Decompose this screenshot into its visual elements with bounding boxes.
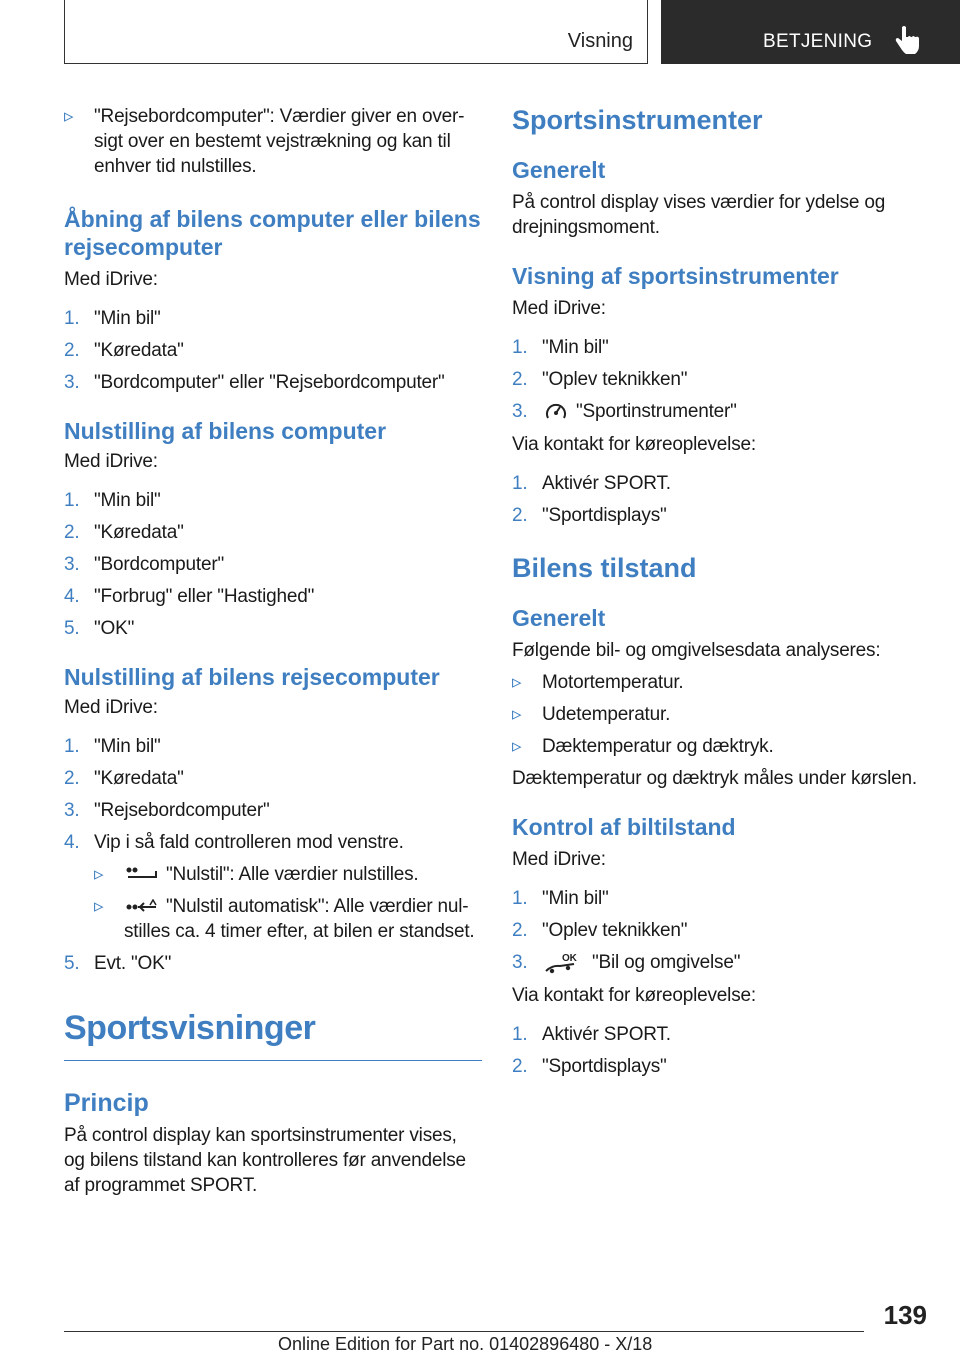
triangle-bullet-icon: ▹ — [64, 106, 74, 127]
list-item: 2. "Oplev teknikken" — [512, 369, 688, 390]
footer-text: Online Edition for Part no. 01402896480 - X/18 — [278, 1334, 653, 1354]
sub-heading: Kontrol af biltilstand — [512, 814, 736, 840]
intro-text: Med iDrive: — [512, 298, 606, 319]
list-item: 2. "Køredata" — [64, 522, 184, 543]
right-column — [512, 104, 932, 1079]
list-item: 3. "Bordcomputer" eller "Rejsebordcomputer" — [64, 372, 445, 393]
header-chapter-box — [661, 0, 960, 64]
footer-divider — [64, 1331, 864, 1332]
list-item: ▹ Dæktemperatur og dæktryk. — [512, 736, 774, 757]
header-chapter-label: BETJENING — [763, 31, 873, 52]
triangle-bullet-icon: ▹ — [94, 864, 104, 885]
sub-list-item: ▹ "Nulstil automatisk": Alle værdier nulstilles ca. 4 timer efter, at bilen er standset. — [94, 896, 475, 942]
paragraph: På control display vises værdier for ydelse og drejningsmoment. — [512, 192, 886, 238]
list-item: 2. "Sportdisplays" — [512, 505, 667, 526]
list-item: 3. OK "Bil og omgivelse" — [512, 952, 741, 973]
sub-list-item: ▹ "Nulstil": Alle værdier nulstilles. — [94, 864, 419, 885]
list-item: 1. "Min bil" — [64, 490, 161, 511]
intro-text: Med iDrive: — [64, 269, 158, 290]
list-item: 2. "Sportdisplays" — [512, 1056, 667, 1077]
list-item: 1. Aktivér SPORT. — [512, 473, 671, 494]
header-section-label: Visning — [567, 30, 633, 52]
list-item: 5. "OK" — [64, 618, 135, 639]
list-item — [64, 104, 482, 179]
bullet-text: "Rejsebordcomputer": Værdier giver en oversigt over en bestemt vejstrækning og kan til enhver tid nulstilles. — [94, 106, 465, 177]
sport-gauge-icon — [544, 401, 568, 423]
section-heading: Princip — [64, 1089, 149, 1117]
list-item: 1. Aktivér SPORT. — [512, 1024, 671, 1045]
paragraph: Følgende bil- og omgivelsesdata analyseres: — [512, 640, 881, 661]
list-item: 3. "Sportinstrumenter" — [512, 401, 737, 422]
list-item: 1. "Min bil" — [64, 308, 161, 329]
list-item: ▹ Udetemperatur. — [512, 704, 671, 725]
section-heading: Nulstilling af bilens computer — [64, 418, 387, 444]
list-item: 1. "Min bil" — [512, 888, 609, 909]
section-heading: Sportsinstrumenter — [512, 105, 763, 135]
triangle-bullet-icon: ▹ — [512, 736, 522, 757]
car-ok-icon — [544, 952, 584, 974]
sub-heading: Generelt — [512, 157, 606, 183]
hand-pointer-icon — [893, 25, 921, 55]
list-item: 2. "Køredata" — [64, 768, 184, 789]
intro-text: Med iDrive: — [64, 697, 158, 718]
paragraph: På control display kan sportsinstrumenter vises, og bilens tilstand kan kontrolleres før anvendelse af programmet SPORT. — [64, 1125, 466, 1196]
page-number: 139 — [883, 1300, 927, 1330]
triangle-bullet-icon: ▹ — [512, 672, 522, 693]
section-heading: Bilens tilstand — [512, 553, 697, 583]
list-item: 5. Evt. "OK" — [64, 953, 172, 974]
section-heading: Åbning af bilens computer eller bilens rejsecomputer — [64, 206, 481, 260]
auto-reset-icon — [126, 899, 158, 915]
reset-icon — [126, 867, 158, 883]
list-item: 4. Vip i så fald controlleren mod venstre. — [64, 832, 404, 853]
list-item: 3. "Bordcomputer" — [64, 554, 225, 575]
list-item: 3. "Rejsebordcomputer" — [64, 800, 270, 821]
list-item: 1. "Min bil" — [64, 736, 161, 757]
chapter-heading: Sportsvisninger — [64, 1008, 482, 1061]
triangle-bullet-icon: ▹ — [512, 704, 522, 725]
intro-text: Via kontakt for køreoplevelse: — [512, 434, 756, 455]
sub-heading: Generelt — [512, 605, 606, 631]
svg-text:OK: OK — [562, 952, 577, 964]
intro-text: Via kontakt for køreoplevelse: — [512, 985, 756, 1006]
header-section-box — [64, 0, 648, 64]
list-item: 2. "Køredata" — [64, 340, 184, 361]
list-item: 2. "Oplev teknikken" — [512, 920, 688, 941]
triangle-bullet-icon: ▹ — [94, 896, 104, 917]
list-item: ▹ Motortemperatur. — [512, 672, 684, 693]
paragraph: Dæktemperatur og dæktryk måles under kørslen. — [512, 768, 917, 789]
list-item: 4. "Forbrug" eller "Hastighed" — [64, 586, 315, 607]
left-column — [64, 104, 482, 1198]
intro-text: Med iDrive: — [512, 849, 606, 870]
intro-text: Med iDrive: — [64, 451, 158, 472]
sub-heading: Visning af sportsinstrumenter — [512, 263, 839, 289]
section-heading: Nulstilling af bilens rejsecomputer — [64, 664, 440, 690]
list-item: 1. "Min bil" — [512, 337, 609, 358]
